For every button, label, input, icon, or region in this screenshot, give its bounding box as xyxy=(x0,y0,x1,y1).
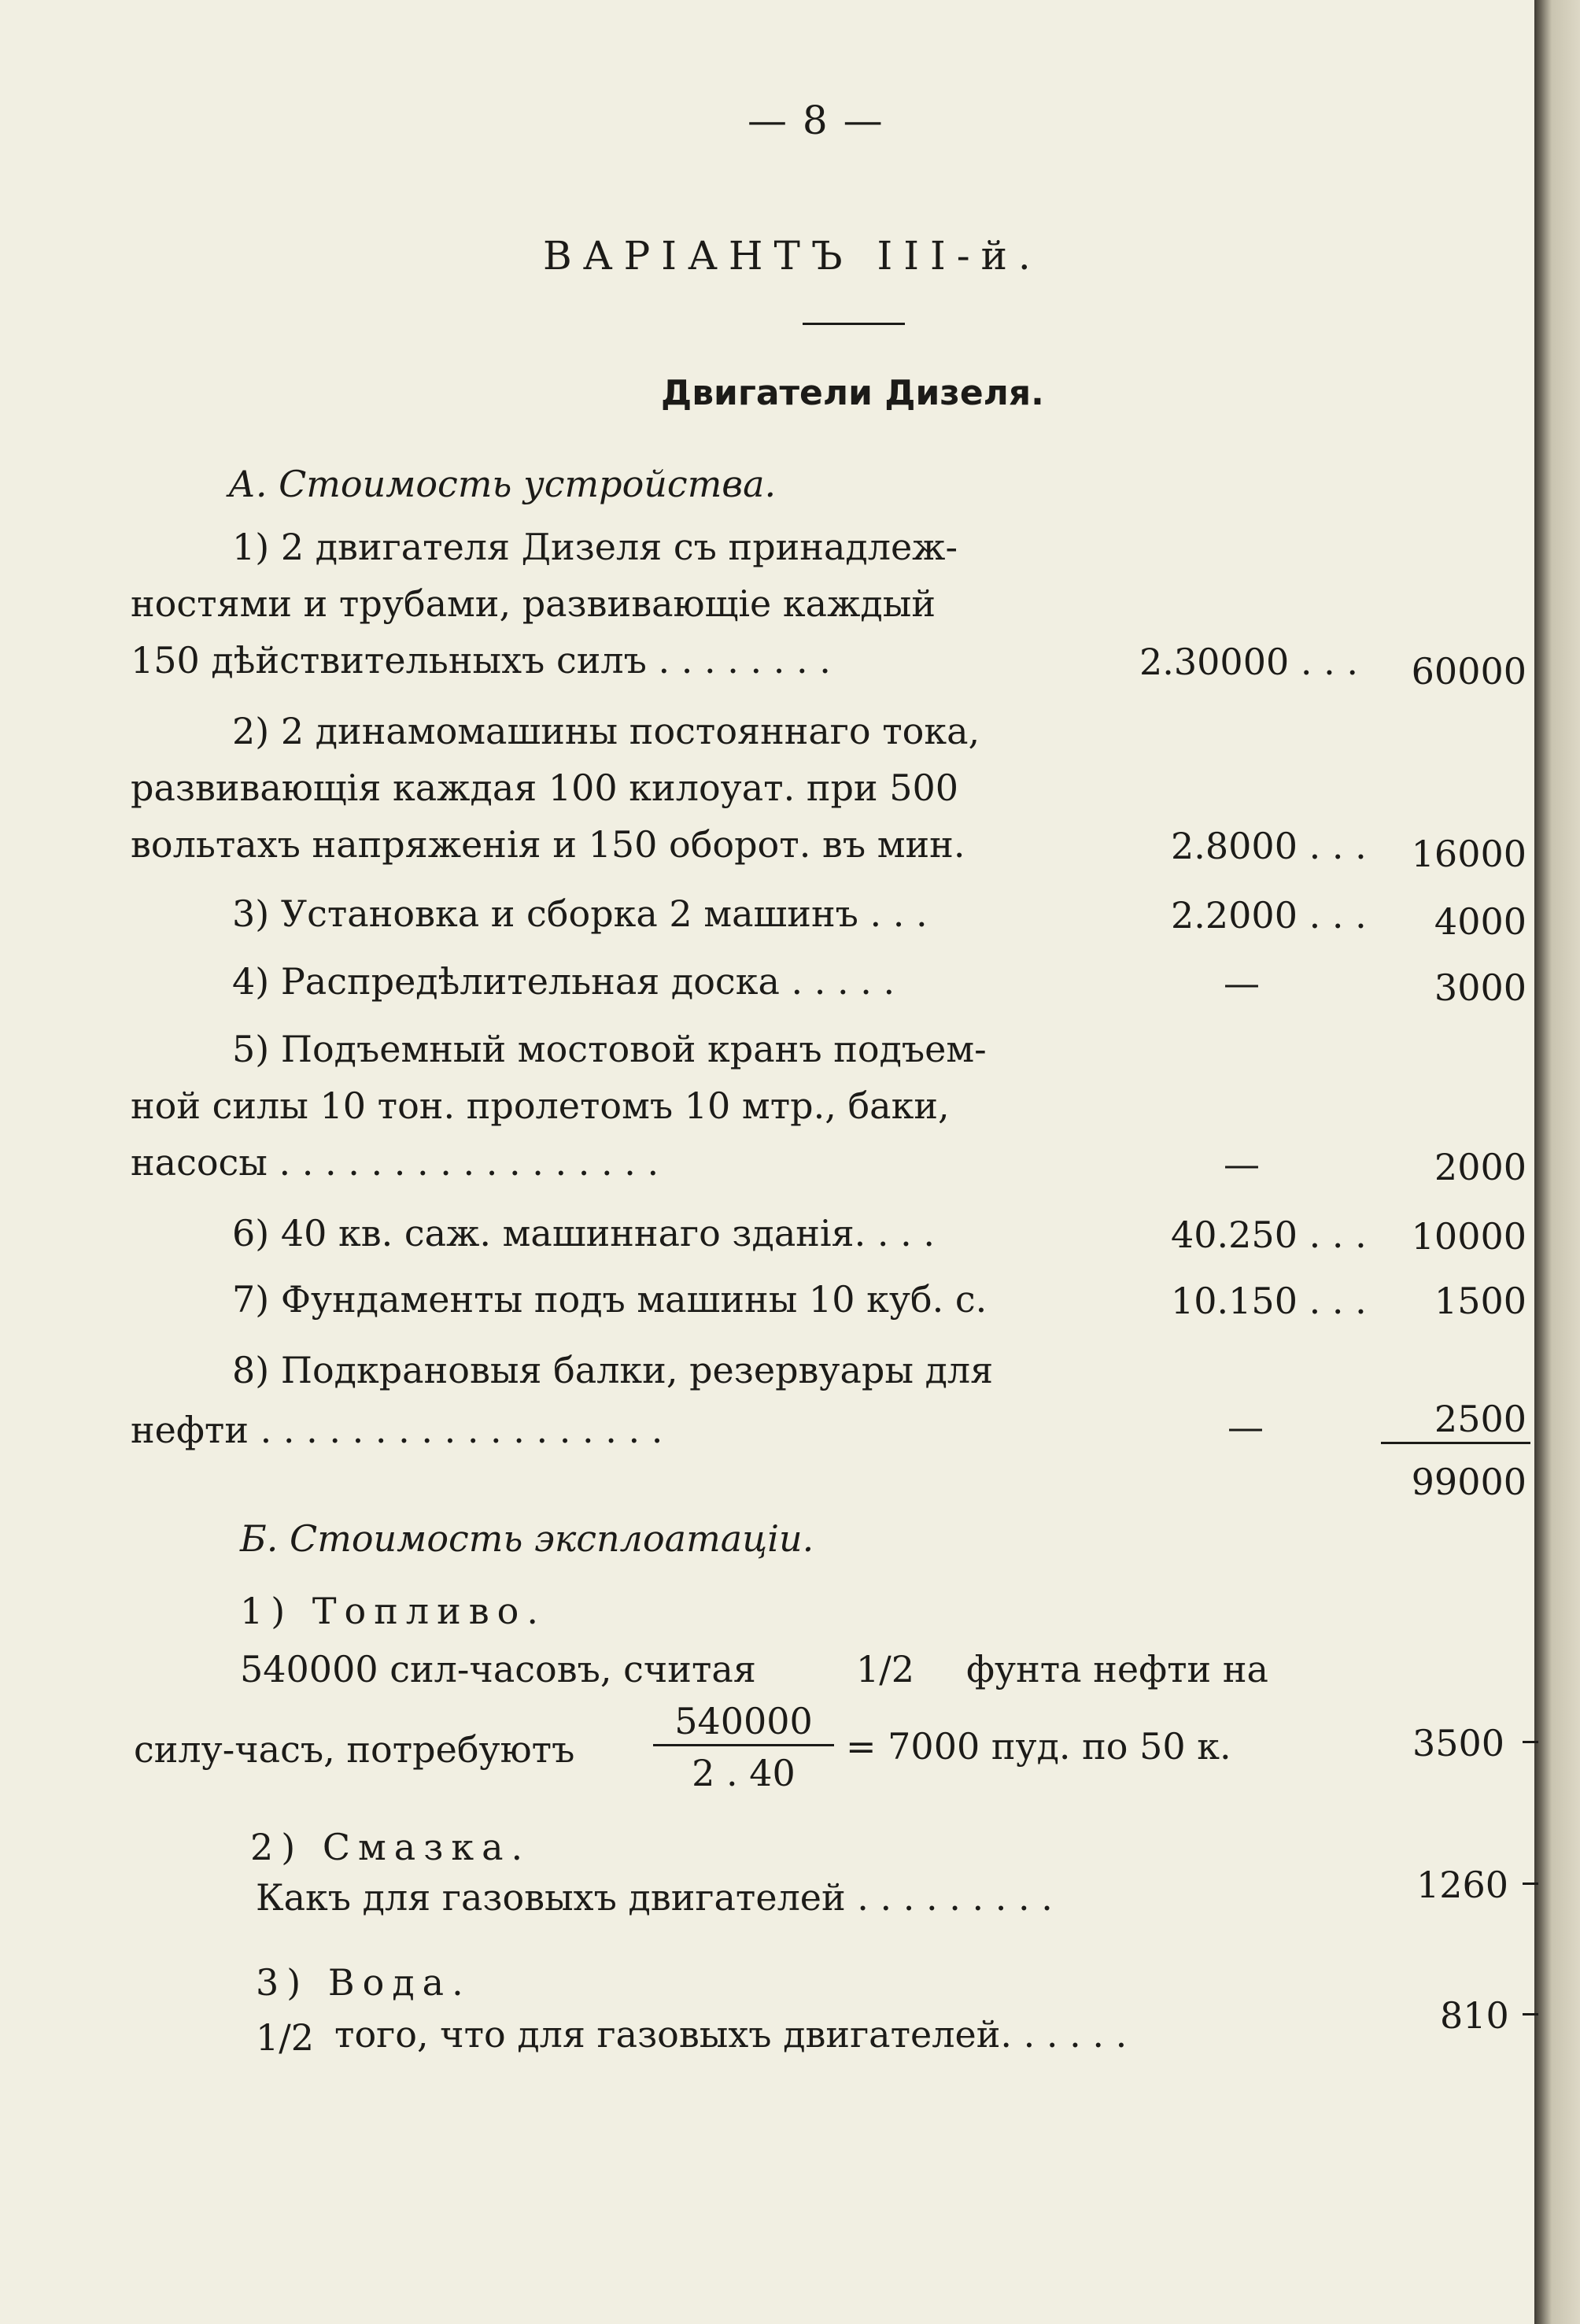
item-2-total: 16000 xyxy=(1411,833,1526,875)
lubrication-label: 2) Смазка. xyxy=(250,1826,531,1868)
item-2-line-3: вольтахъ напряженія и 150 оборот. въ мин. xyxy=(131,823,965,866)
item-1-line-2: ностями и трубами, развивающіе каждый xyxy=(131,582,936,625)
water-value-dash xyxy=(1523,2013,1538,2015)
fuel-label: 1) Топливо. xyxy=(240,1590,546,1632)
lubrication-value: 1260 xyxy=(1416,1864,1509,1906)
page-subtitle: Двигатели Дизеля. xyxy=(661,373,1044,413)
fuel-value: 3500 xyxy=(1412,1722,1505,1764)
item-2-line-2: развивающія каждая 100 килоуат. при 500 xyxy=(131,767,959,809)
fuel-line-1a: 540000 сил-часовъ, считая xyxy=(240,1648,756,1690)
item-1-total: 60000 xyxy=(1411,650,1526,693)
item-7-total: 1500 xyxy=(1434,1280,1526,1322)
page-number: — 8 — xyxy=(748,98,884,143)
item-5-calc: — xyxy=(1224,1143,1260,1185)
item-4-calc: — xyxy=(1224,962,1260,1004)
item-6-line-1: 6) 40 кв. саж. машиннаго зданія. . . . xyxy=(232,1212,936,1254)
item-5-line-1: 5) Подъемный мостовой кранъ подъем- xyxy=(232,1028,987,1070)
section-a-heading: А. Стоимость устройства. xyxy=(228,463,777,505)
item-4-line-1: 4) Распредѣлительная доска . . . . . xyxy=(232,960,895,1003)
item-7-calc: 10.150 . . . xyxy=(1171,1280,1367,1322)
page-edge xyxy=(1534,0,1580,2324)
item-3-calc: 2.2000 . . . xyxy=(1171,894,1367,937)
item-3-total: 4000 xyxy=(1434,900,1526,943)
sum-rule xyxy=(1381,1442,1530,1444)
item-6-total: 10000 xyxy=(1411,1215,1526,1258)
item-6-calc: 40.250 . . . xyxy=(1171,1214,1367,1256)
item-5-total: 2000 xyxy=(1434,1146,1526,1188)
item-8-line-2: нефти . . . . . . . . . . . . . . . . . . xyxy=(131,1409,663,1451)
item-4-total: 3000 xyxy=(1434,966,1526,1009)
section-a-sum: 99000 xyxy=(1411,1461,1526,1503)
fuel-fraction-numerator: 540000 xyxy=(674,1700,813,1742)
item-3-line-1: 3) Установка и сборка 2 машинъ . . . xyxy=(232,892,928,935)
item-5-line-2: ной силы 10 тон. пролетомъ 10 мтр., баки, xyxy=(131,1084,950,1127)
water-value: 810 xyxy=(1440,1994,1509,2037)
section-b-heading: Б. Стоимость эксплоатаціи. xyxy=(240,1517,814,1560)
lubrication-value-dash xyxy=(1523,1882,1538,1885)
fuel-half-fraction: 1/2 xyxy=(856,1648,915,1690)
water-half-fraction: 1/2 xyxy=(256,2016,315,2059)
fuel-line-2b: = 7000 пуд. по 50 к. xyxy=(846,1725,1231,1768)
item-8-total: 2500 xyxy=(1434,1398,1526,1440)
fuel-fraction xyxy=(653,1700,834,1802)
fuel-value-dash xyxy=(1523,1741,1538,1743)
item-7-line-1: 7) Фундаменты подъ машины 10 куб. с. xyxy=(232,1278,988,1321)
item-5-line-3: насосы . . . . . . . . . . . . . . . . . xyxy=(131,1141,659,1184)
lubrication-text: Какъ для газовыхъ двигателей . . . . . . . . . xyxy=(256,1876,1053,1919)
item-1-line-3: 150 дѣйствительныхъ силъ . . . . . . . . xyxy=(131,639,831,682)
item-2-line-1: 2) 2 динамомашины постояннаго тока, xyxy=(232,710,980,752)
fuel-line-2a: силу-часъ, потребуютъ xyxy=(134,1728,575,1771)
title-rule xyxy=(803,323,905,325)
item-1-calc: 2.30000 . . . xyxy=(1139,641,1358,683)
page-title: ВАРІАНТЪ III-й. xyxy=(543,233,1042,279)
item-8-calc: — xyxy=(1227,1406,1264,1448)
item-2-calc: 2.8000 . . . xyxy=(1171,825,1367,867)
item-1-line-1: 1) 2 двигателя Дизеля съ принадлеж- xyxy=(232,526,958,568)
water-label: 3) Вода. xyxy=(256,1961,471,2004)
fuel-line-1b: фунта нефти на xyxy=(966,1648,1268,1690)
fuel-fraction-denominator: 2 . 40 xyxy=(692,1752,796,1794)
fuel-fraction-bar xyxy=(653,1744,834,1746)
item-8-line-1: 8) Подкрановыя балки, резервуары для xyxy=(232,1349,994,1391)
water-text: того, что для газовыхъ двигателей. . . . . . xyxy=(334,2013,1128,2056)
